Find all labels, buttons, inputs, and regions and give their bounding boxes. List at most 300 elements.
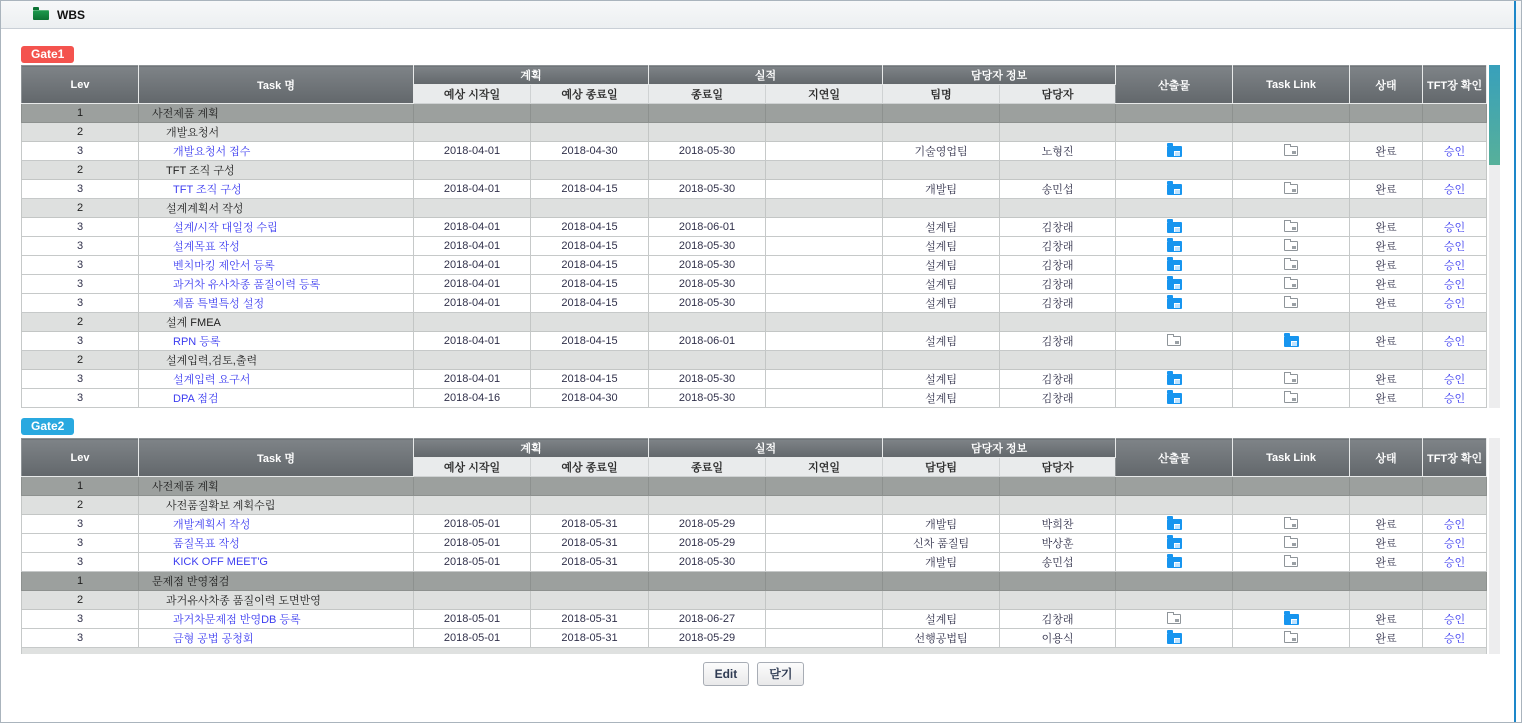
status-cell bbox=[1350, 123, 1423, 142]
deliverable-cell bbox=[1116, 180, 1233, 199]
team-cell bbox=[883, 123, 1000, 142]
team-cell: 설계팀 bbox=[883, 218, 1000, 237]
task-link-cell bbox=[1233, 218, 1350, 237]
plan-start-cell: 2018-04-01 bbox=[414, 370, 531, 389]
actual-end-cell: 2018-05-30 bbox=[649, 294, 766, 313]
task-name-link: 문제점 반영점검 bbox=[152, 576, 230, 588]
col-header-lev: Lev bbox=[22, 66, 139, 104]
approve-link[interactable]: 승인 bbox=[1443, 374, 1466, 386]
owner-cell: 김창래 bbox=[1000, 237, 1116, 256]
task-link-folder-icon[interactable] bbox=[1284, 538, 1298, 548]
edit-button[interactable]: Edit bbox=[703, 662, 750, 686]
col-header-task-name: Task 명 bbox=[139, 66, 414, 104]
approve-link[interactable]: 승인 bbox=[1443, 393, 1466, 405]
deliverable-cell bbox=[1116, 351, 1233, 370]
deliverable-cell bbox=[1116, 161, 1233, 180]
task-link-cell bbox=[1233, 313, 1350, 332]
table-row bbox=[22, 313, 1487, 332]
tft-confirm-cell bbox=[1423, 351, 1487, 370]
deliverable-folder-icon[interactable] bbox=[1167, 260, 1182, 271]
gate2-table-wrap bbox=[21, 438, 1521, 654]
deliverable-folder-icon[interactable] bbox=[1167, 519, 1182, 530]
table-row bbox=[22, 237, 1487, 256]
deliverable-cell bbox=[1116, 332, 1233, 351]
delay-cell bbox=[766, 104, 883, 123]
plan-start-cell: 2018-04-16 bbox=[414, 389, 531, 408]
actual-end-cell bbox=[649, 199, 766, 218]
plan-end-cell: 2018-04-15 bbox=[531, 237, 649, 256]
deliverable-cell bbox=[1116, 496, 1233, 515]
col-header-actual-end: 종료일 bbox=[649, 458, 766, 477]
level-cell: 3 bbox=[22, 553, 139, 572]
actual-end-cell bbox=[649, 161, 766, 180]
level-cell: 3 bbox=[22, 237, 139, 256]
task-name-cell bbox=[139, 629, 414, 648]
col-header-owner: 담당자 bbox=[1000, 458, 1116, 477]
tft-confirm-cell bbox=[1423, 256, 1487, 275]
plan-start-cell: 2018-04-01 bbox=[414, 275, 531, 294]
col-group-owner-info: 담당자 정보 bbox=[883, 66, 1116, 85]
task-link-folder-icon[interactable] bbox=[1284, 336, 1299, 347]
status-cell bbox=[1350, 313, 1423, 332]
col-header-task-link: Task Link bbox=[1233, 66, 1350, 104]
task-link-cell bbox=[1233, 477, 1350, 496]
owner-cell bbox=[1000, 591, 1116, 610]
level-cell: 2 bbox=[22, 123, 139, 142]
plan-start-cell: 2018-04-01 bbox=[414, 237, 531, 256]
table-row bbox=[22, 591, 1487, 610]
task-name-link[interactable]: 과거차문제점 반영DB 등록 bbox=[173, 614, 301, 626]
task-link-folder-icon[interactable] bbox=[1284, 279, 1298, 289]
level-cell: 2 bbox=[22, 496, 139, 515]
deliverable-cell bbox=[1116, 142, 1233, 161]
task-name-link: 개발요청서 bbox=[166, 127, 220, 139]
table-row bbox=[22, 142, 1487, 161]
task-name-cell bbox=[139, 275, 414, 294]
delay-cell bbox=[766, 370, 883, 389]
task-name-cell bbox=[139, 104, 414, 123]
task-link-cell bbox=[1233, 389, 1350, 408]
plan-start-cell: 2018-04-01 bbox=[414, 294, 531, 313]
task-name-cell bbox=[139, 534, 414, 553]
delay-cell bbox=[766, 496, 883, 515]
actual-end-cell bbox=[649, 351, 766, 370]
level-cell: 3 bbox=[22, 180, 139, 199]
actual-end-cell: 2018-05-30 bbox=[649, 256, 766, 275]
task-name-link[interactable]: 설계목표 작성 bbox=[173, 241, 240, 253]
table-row bbox=[22, 496, 1487, 515]
actual-end-cell: 2018-05-30 bbox=[649, 237, 766, 256]
plan-start-cell bbox=[414, 104, 531, 123]
gate1-scrollbar-track[interactable] bbox=[1489, 65, 1500, 408]
task-link-cell bbox=[1233, 332, 1350, 351]
team-cell bbox=[883, 477, 1000, 496]
task-link-folder-icon[interactable] bbox=[1284, 184, 1298, 194]
plan-start-cell: 2018-05-01 bbox=[414, 534, 531, 553]
team-cell: 선행공법팀 bbox=[883, 629, 1000, 648]
table-row bbox=[22, 332, 1487, 351]
plan-start-cell bbox=[414, 351, 531, 370]
actual-end-cell: 2018-05-29 bbox=[649, 534, 766, 553]
tft-confirm-cell bbox=[1423, 237, 1487, 256]
table-row bbox=[22, 629, 1487, 648]
plan-end-cell bbox=[531, 123, 649, 142]
owner-cell: 박상훈 bbox=[1000, 534, 1116, 553]
plan-end-cell: 2018-04-30 bbox=[531, 142, 649, 161]
task-name-link[interactable]: KICK OFF MEET'G bbox=[173, 556, 268, 568]
approve-link[interactable]: 승인 bbox=[1443, 241, 1466, 253]
table-row bbox=[22, 370, 1487, 389]
task-link-cell bbox=[1233, 256, 1350, 275]
page-title: WBS bbox=[57, 7, 85, 22]
approve-link[interactable]: 승인 bbox=[1443, 614, 1466, 626]
window-right-border bbox=[1514, 1, 1516, 722]
plan-start-cell: 2018-04-01 bbox=[414, 180, 531, 199]
wbs-content bbox=[1, 29, 1521, 686]
task-link-cell bbox=[1233, 572, 1350, 591]
level-cell: 3 bbox=[22, 142, 139, 161]
task-link-cell bbox=[1233, 610, 1350, 629]
owner-cell: 노형진 bbox=[1000, 142, 1116, 161]
deliverable-folder-icon[interactable] bbox=[1167, 633, 1182, 644]
task-name-cell bbox=[139, 515, 414, 534]
tft-confirm-cell bbox=[1423, 553, 1487, 572]
gate2-scrollbar-track[interactable] bbox=[1489, 438, 1500, 654]
col-header-plan-start: 예상 시작일 bbox=[414, 85, 531, 104]
task-link-folder-icon[interactable] bbox=[1284, 260, 1298, 270]
plan-end-cell: 2018-05-31 bbox=[531, 629, 649, 648]
owner-cell: 김창래 bbox=[1000, 294, 1116, 313]
col-header-plan-start: 예상 시작일 bbox=[414, 458, 531, 477]
deliverable-cell bbox=[1116, 104, 1233, 123]
plan-start-cell bbox=[414, 496, 531, 515]
table-row bbox=[22, 294, 1487, 313]
task-name-link[interactable]: 설계입력 요구서 bbox=[173, 374, 251, 386]
table-row bbox=[22, 180, 1487, 199]
task-link-cell bbox=[1233, 142, 1350, 161]
col-group-actual: 실적 bbox=[649, 66, 883, 85]
close-button[interactable]: 닫기 bbox=[757, 662, 804, 686]
task-name-link: 설계계획서 작성 bbox=[166, 203, 244, 215]
task-name-link[interactable]: 품질목표 작성 bbox=[173, 538, 240, 550]
plan-end-cell: 2018-05-31 bbox=[531, 553, 649, 572]
task-name-cell bbox=[139, 332, 414, 351]
table-row bbox=[22, 104, 1487, 123]
task-link-folder-icon[interactable] bbox=[1284, 557, 1298, 567]
owner-cell bbox=[1000, 123, 1116, 142]
task-name-cell bbox=[139, 199, 414, 218]
task-name-cell bbox=[139, 553, 414, 572]
status-cell: 완료 bbox=[1350, 515, 1423, 534]
table-row bbox=[22, 161, 1487, 180]
deliverable-folder-icon[interactable] bbox=[1167, 374, 1182, 385]
approve-link[interactable]: 승인 bbox=[1443, 279, 1466, 291]
col-header-plan-end: 예상 종료일 bbox=[531, 458, 649, 477]
plan-end-cell: 2018-04-15 bbox=[531, 218, 649, 237]
deliverable-cell bbox=[1116, 313, 1233, 332]
gate1-table-wrap bbox=[21, 65, 1521, 408]
table-row bbox=[22, 275, 1487, 294]
plan-end-cell bbox=[531, 477, 649, 496]
owner-cell: 이용식 bbox=[1000, 629, 1116, 648]
level-cell: 1 bbox=[22, 104, 139, 123]
plan-start-cell bbox=[414, 313, 531, 332]
table-row bbox=[22, 351, 1487, 370]
window-title-bar bbox=[1, 1, 1521, 29]
gate1-scrollbar-thumb[interactable] bbox=[1489, 65, 1500, 165]
table-row bbox=[22, 199, 1487, 218]
team-cell: 설계팀 bbox=[883, 237, 1000, 256]
plan-start-cell: 2018-05-01 bbox=[414, 610, 531, 629]
approve-link[interactable]: 승인 bbox=[1443, 260, 1466, 272]
plan-start-cell: 2018-05-01 bbox=[414, 553, 531, 572]
task-name-link[interactable]: 과거차 유사차종 품질이력 등록 bbox=[173, 279, 321, 291]
plan-end-cell bbox=[531, 351, 649, 370]
tft-confirm-cell bbox=[1423, 610, 1487, 629]
deliverable-folder-icon[interactable] bbox=[1167, 538, 1182, 549]
level-cell: 3 bbox=[22, 389, 139, 408]
level-cell: 2 bbox=[22, 351, 139, 370]
status-cell: 완료 bbox=[1350, 218, 1423, 237]
deliverable-cell bbox=[1116, 389, 1233, 408]
tft-confirm-cell bbox=[1423, 199, 1487, 218]
tft-confirm-cell bbox=[1423, 275, 1487, 294]
team-cell bbox=[883, 161, 1000, 180]
actual-end-cell: 2018-05-30 bbox=[649, 370, 766, 389]
deliverable-cell bbox=[1116, 256, 1233, 275]
plan-end-cell: 2018-05-31 bbox=[531, 515, 649, 534]
task-link-cell bbox=[1233, 629, 1350, 648]
delay-cell bbox=[766, 572, 883, 591]
delay-cell bbox=[766, 591, 883, 610]
delay-cell bbox=[766, 313, 883, 332]
level-cell: 3 bbox=[22, 534, 139, 553]
level-cell: 3 bbox=[22, 218, 139, 237]
level-cell: 2 bbox=[22, 591, 139, 610]
task-link-folder-icon[interactable] bbox=[1284, 519, 1298, 529]
actual-end-cell: 2018-06-01 bbox=[649, 218, 766, 237]
approve-link[interactable]: 승인 bbox=[1443, 633, 1466, 645]
actual-end-cell: 2018-05-30 bbox=[649, 180, 766, 199]
col-header-actual-end: 종료일 bbox=[649, 85, 766, 104]
deliverable-cell bbox=[1116, 294, 1233, 313]
owner-cell: 김창래 bbox=[1000, 370, 1116, 389]
deliverable-folder-icon[interactable] bbox=[1167, 184, 1182, 195]
approve-link[interactable]: 승인 bbox=[1443, 184, 1466, 196]
task-name-link[interactable]: 금형 공법 공청회 bbox=[173, 633, 254, 645]
plan-start-cell bbox=[414, 477, 531, 496]
owner-cell: 김창래 bbox=[1000, 332, 1116, 351]
task-name-cell bbox=[139, 370, 414, 389]
tft-confirm-cell bbox=[1423, 629, 1487, 648]
status-cell: 완료 bbox=[1350, 180, 1423, 199]
table-row bbox=[22, 610, 1487, 629]
table-row bbox=[22, 572, 1487, 591]
approve-link[interactable]: 승인 bbox=[1443, 146, 1466, 158]
deliverable-folder-icon[interactable] bbox=[1167, 614, 1181, 624]
deliverable-folder-icon[interactable] bbox=[1167, 241, 1182, 252]
deliverable-folder-icon[interactable] bbox=[1167, 298, 1182, 309]
actual-end-cell: 2018-05-29 bbox=[649, 629, 766, 648]
col-header-team: 팀명 bbox=[883, 85, 1000, 104]
tft-confirm-cell bbox=[1423, 534, 1487, 553]
owner-cell: 김창래 bbox=[1000, 218, 1116, 237]
task-name-link[interactable]: RPN 등록 bbox=[173, 336, 221, 348]
owner-cell: 김창래 bbox=[1000, 389, 1116, 408]
plan-end-cell: 2018-04-15 bbox=[531, 294, 649, 313]
team-cell bbox=[883, 351, 1000, 370]
gate1-badge: Gate1 bbox=[21, 46, 74, 63]
approve-link[interactable]: 승인 bbox=[1443, 336, 1466, 348]
deliverable-folder-icon[interactable] bbox=[1167, 146, 1182, 157]
approve-link[interactable]: 승인 bbox=[1443, 557, 1466, 569]
delay-cell bbox=[766, 256, 883, 275]
task-name-link[interactable]: 제품 특별특성 설정 bbox=[173, 298, 265, 310]
status-cell bbox=[1350, 104, 1423, 123]
plan-end-cell: 2018-04-30 bbox=[531, 389, 649, 408]
task-link-folder-icon[interactable] bbox=[1284, 222, 1298, 232]
deliverable-cell bbox=[1116, 477, 1233, 496]
team-cell: 신차 품질팀 bbox=[883, 534, 1000, 553]
approve-link[interactable]: 승인 bbox=[1443, 222, 1466, 234]
task-link-cell bbox=[1233, 515, 1350, 534]
task-name-link: 사전품질확보 계획수립 bbox=[166, 500, 276, 512]
level-cell: 1 bbox=[22, 572, 139, 591]
delay-cell bbox=[766, 180, 883, 199]
status-cell bbox=[1350, 199, 1423, 218]
actual-end-cell: 2018-05-30 bbox=[649, 275, 766, 294]
table-row bbox=[22, 553, 1487, 572]
clipped-next-row bbox=[21, 648, 1487, 654]
team-cell: 개발팀 bbox=[883, 553, 1000, 572]
team-cell: 개발팀 bbox=[883, 180, 1000, 199]
task-link-cell bbox=[1233, 180, 1350, 199]
col-header-status: 상태 bbox=[1350, 439, 1423, 477]
deliverable-cell bbox=[1116, 515, 1233, 534]
status-cell: 완료 bbox=[1350, 370, 1423, 389]
plan-end-cell: 2018-05-31 bbox=[531, 610, 649, 629]
task-link-folder-icon[interactable] bbox=[1284, 241, 1298, 251]
level-cell: 3 bbox=[22, 294, 139, 313]
task-link-cell bbox=[1233, 351, 1350, 370]
task-name-link[interactable]: 개발계획서 작성 bbox=[173, 519, 251, 531]
team-cell: 설계팀 bbox=[883, 610, 1000, 629]
status-cell: 완료 bbox=[1350, 389, 1423, 408]
task-name-cell bbox=[139, 389, 414, 408]
col-header-lev: Lev bbox=[22, 439, 139, 477]
approve-link[interactable]: 승인 bbox=[1443, 298, 1466, 310]
team-cell bbox=[883, 313, 1000, 332]
deliverable-folder-icon[interactable] bbox=[1167, 557, 1182, 568]
deliverable-folder-icon[interactable] bbox=[1167, 393, 1182, 404]
delay-cell bbox=[766, 161, 883, 180]
team-cell: 설계팀 bbox=[883, 294, 1000, 313]
status-cell: 완료 bbox=[1350, 610, 1423, 629]
plan-end-cell bbox=[531, 496, 649, 515]
plan-end-cell: 2018-04-15 bbox=[531, 332, 649, 351]
owner-cell bbox=[1000, 104, 1116, 123]
task-link-folder-icon[interactable] bbox=[1284, 374, 1298, 384]
team-cell bbox=[883, 591, 1000, 610]
actual-end-cell bbox=[649, 123, 766, 142]
task-name-link[interactable]: DPA 점검 bbox=[173, 393, 219, 405]
team-cell: 설계팀 bbox=[883, 275, 1000, 294]
team-cell: 설계팀 bbox=[883, 370, 1000, 389]
tft-confirm-cell bbox=[1423, 313, 1487, 332]
status-cell bbox=[1350, 496, 1423, 515]
tft-confirm-cell bbox=[1423, 142, 1487, 161]
task-link-cell bbox=[1233, 534, 1350, 553]
task-link-folder-icon[interactable] bbox=[1284, 633, 1298, 643]
owner-cell: 김창래 bbox=[1000, 610, 1116, 629]
task-link-folder-icon[interactable] bbox=[1284, 298, 1298, 308]
owner-cell bbox=[1000, 572, 1116, 591]
approve-link[interactable]: 승인 bbox=[1443, 538, 1466, 550]
task-name-cell bbox=[139, 572, 414, 591]
plan-start-cell: 2018-05-01 bbox=[414, 629, 531, 648]
status-cell: 완료 bbox=[1350, 629, 1423, 648]
task-name-link[interactable]: 설계/시작 대일정 수립 bbox=[173, 222, 278, 234]
plan-start-cell: 2018-04-01 bbox=[414, 218, 531, 237]
col-header-delay: 지연일 bbox=[766, 85, 883, 104]
col-group-plan: 계획 bbox=[414, 66, 649, 85]
level-cell: 2 bbox=[22, 161, 139, 180]
owner-cell: 김창래 bbox=[1000, 256, 1116, 275]
approve-link[interactable]: 승인 bbox=[1443, 519, 1466, 531]
col-header-tft-confirm: TFT장 확인 bbox=[1423, 439, 1487, 477]
gate1-table bbox=[21, 65, 1487, 408]
task-name-cell bbox=[139, 496, 414, 515]
actual-end-cell bbox=[649, 591, 766, 610]
team-cell bbox=[883, 496, 1000, 515]
task-name-link[interactable]: 개발요청서 접수 bbox=[173, 146, 251, 158]
team-cell bbox=[883, 104, 1000, 123]
task-name-link[interactable]: 벤치마킹 제안서 등록 bbox=[173, 260, 275, 272]
actual-end-cell: 2018-05-29 bbox=[649, 515, 766, 534]
owner-cell: 김창래 bbox=[1000, 275, 1116, 294]
task-name-cell bbox=[139, 313, 414, 332]
task-link-folder-icon[interactable] bbox=[1284, 393, 1298, 403]
status-cell bbox=[1350, 591, 1423, 610]
level-cell: 3 bbox=[22, 332, 139, 351]
col-header-task-name: Task 명 bbox=[139, 439, 414, 477]
owner-cell bbox=[1000, 351, 1116, 370]
task-name-link: 설계 FMEA bbox=[166, 317, 221, 329]
team-cell: 개발팀 bbox=[883, 515, 1000, 534]
col-header-deliverable: 산출물 bbox=[1116, 439, 1233, 477]
task-link-cell bbox=[1233, 123, 1350, 142]
deliverable-folder-icon[interactable] bbox=[1167, 222, 1182, 233]
task-name-cell bbox=[139, 142, 414, 161]
plan-end-cell: 2018-05-31 bbox=[531, 534, 649, 553]
plan-end-cell bbox=[531, 199, 649, 218]
plan-start-cell bbox=[414, 161, 531, 180]
plan-end-cell bbox=[531, 591, 649, 610]
task-name-cell bbox=[139, 123, 414, 142]
task-link-folder-icon[interactable] bbox=[1284, 614, 1299, 625]
task-link-cell bbox=[1233, 553, 1350, 572]
col-header-delay: 지연일 bbox=[766, 458, 883, 477]
task-name-cell bbox=[139, 218, 414, 237]
tft-confirm-cell bbox=[1423, 515, 1487, 534]
deliverable-folder-icon[interactable] bbox=[1167, 336, 1181, 346]
deliverable-folder-icon[interactable] bbox=[1167, 279, 1182, 290]
task-link-folder-icon[interactable] bbox=[1284, 146, 1298, 156]
task-name-link[interactable]: TFT 조직 구성 bbox=[173, 184, 242, 196]
plan-start-cell bbox=[414, 591, 531, 610]
tft-confirm-cell bbox=[1423, 389, 1487, 408]
col-header-team: 담당팀 bbox=[883, 458, 1000, 477]
